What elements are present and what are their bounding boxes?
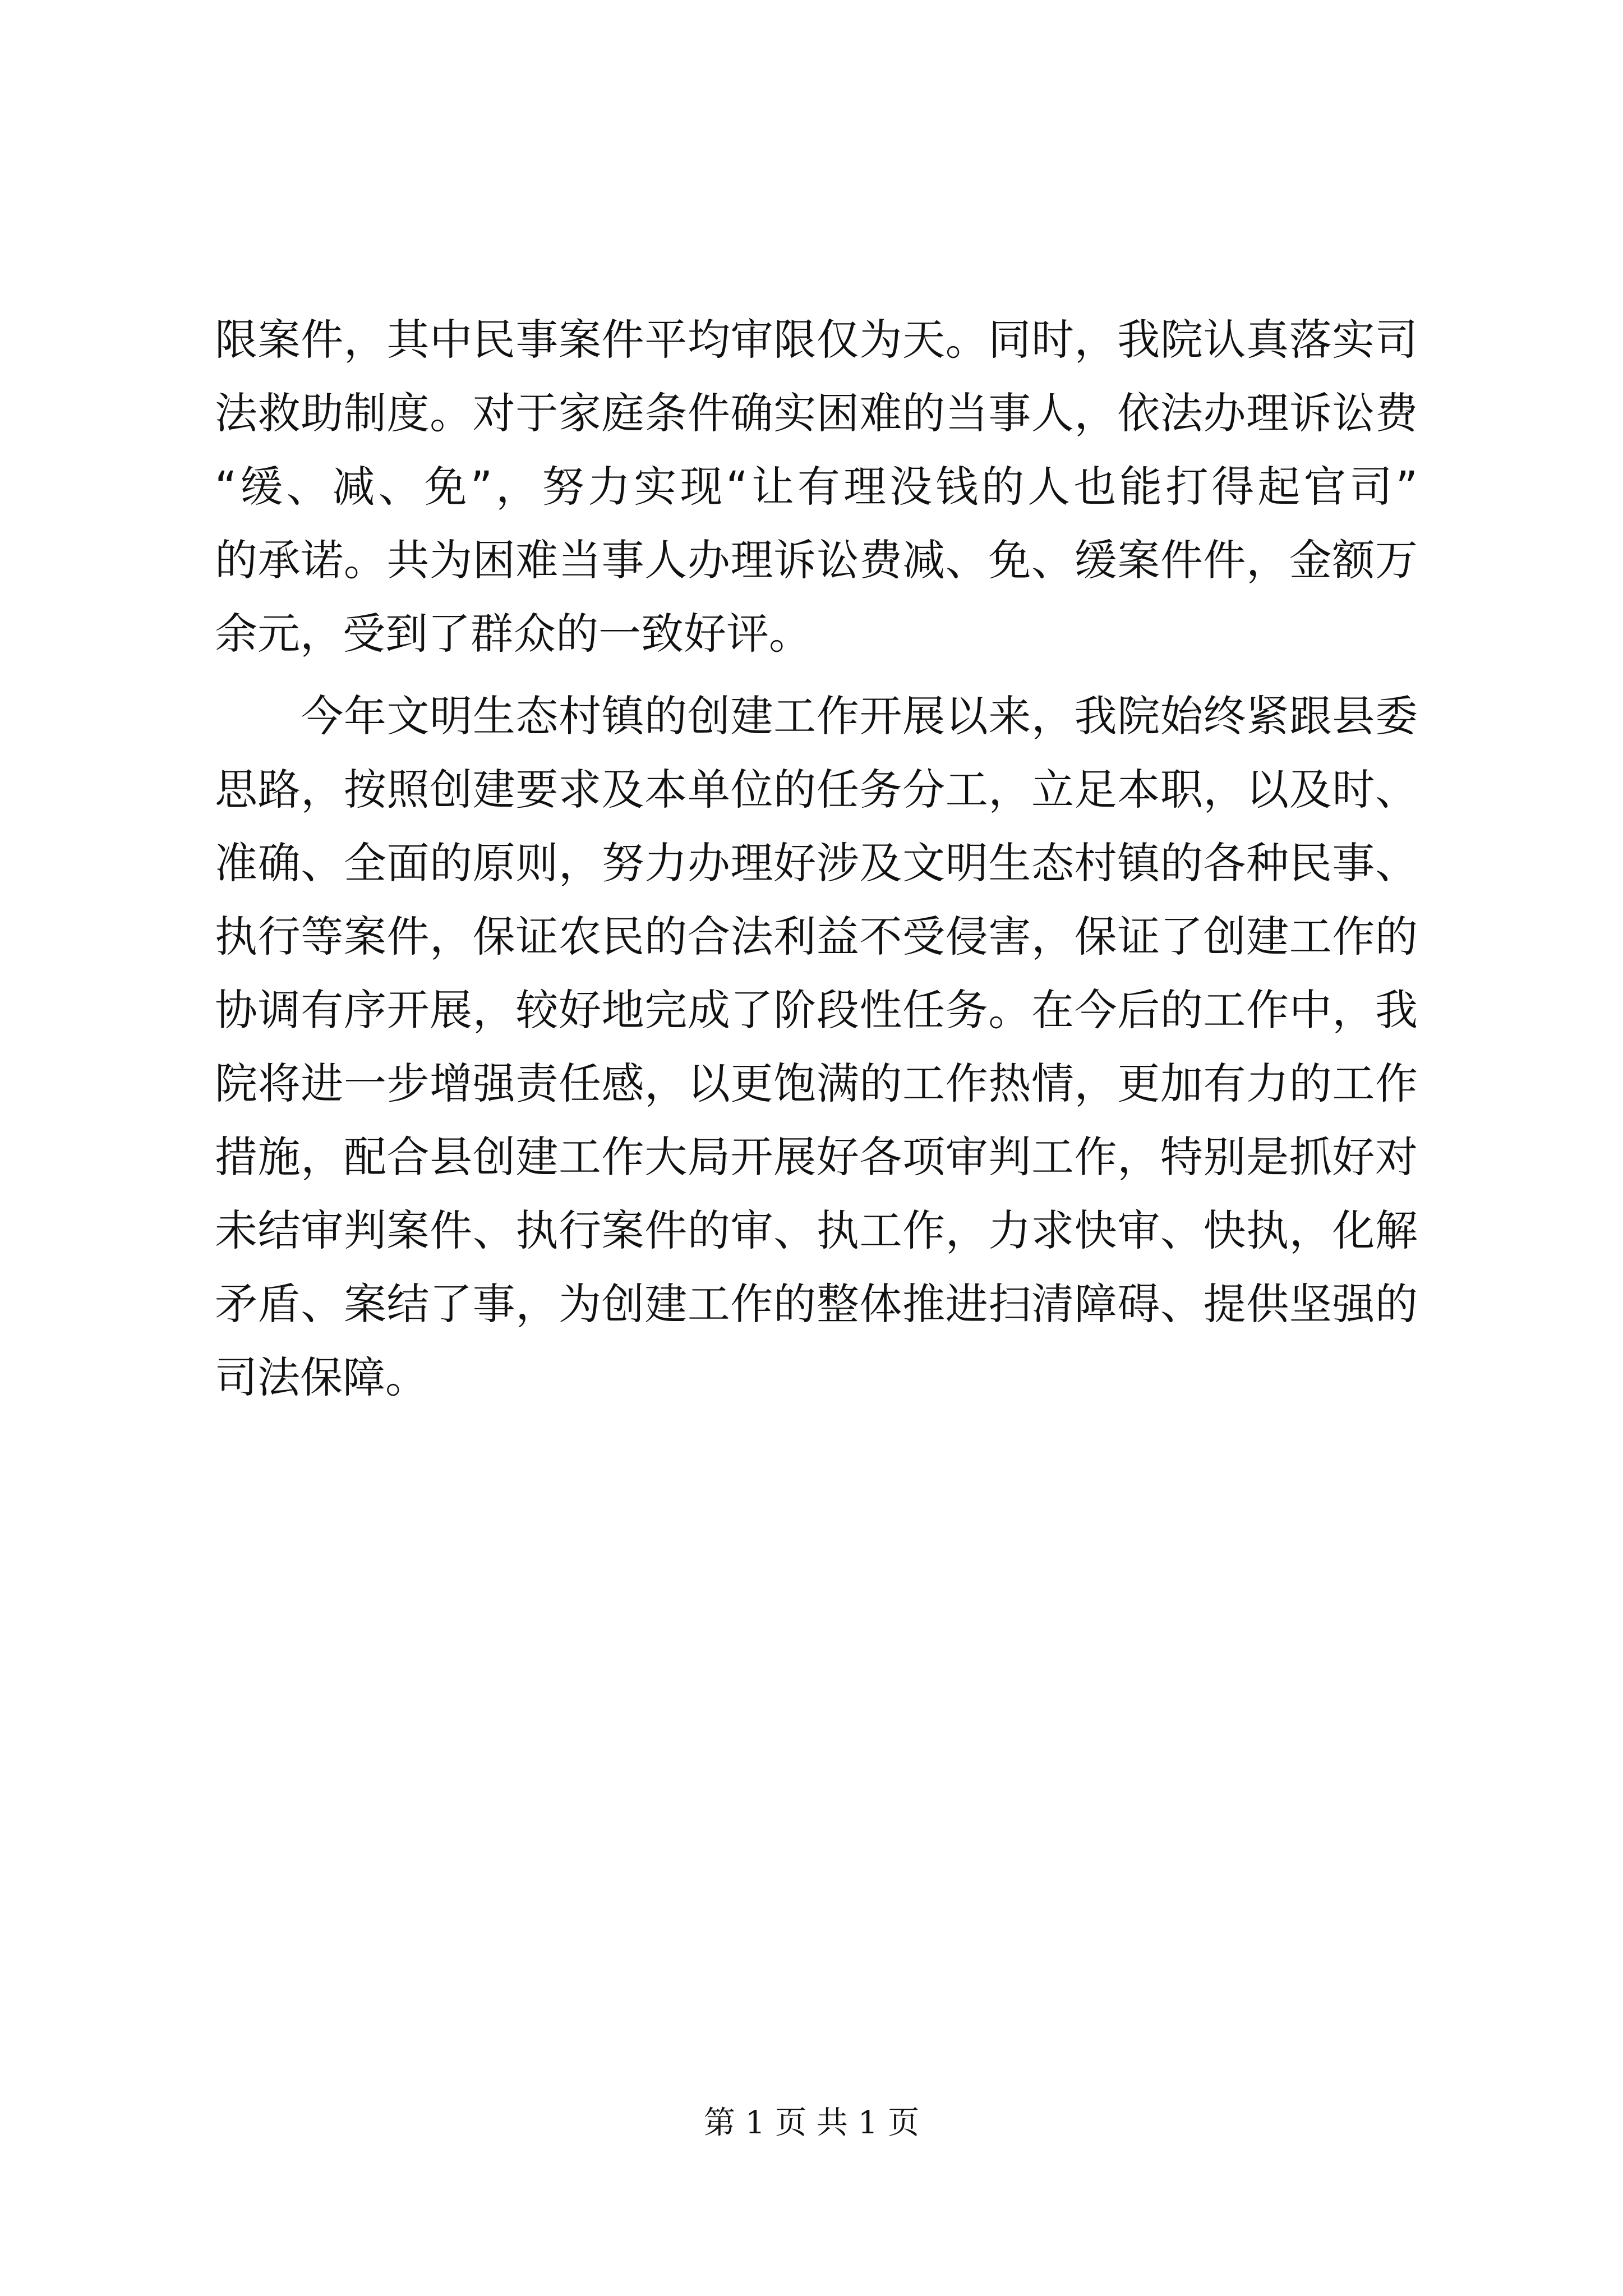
text-line: 司法保障。 [215, 1352, 428, 1402]
paragraph-2 [215, 679, 1418, 1414]
text-line: 法救助制度。对于家庭条件确实困难的当事人，依法办理诉讼费 [215, 388, 1418, 438]
text-line: 余元，受到了群众的一致好评。 [215, 609, 811, 659]
text-line: 准确、全面的原则，努力办理好涉及文明生态村镇的各种民事、 [215, 838, 1418, 888]
paragraph-1 [215, 303, 1418, 670]
text-line: 协调有序开展，较好地完成了阶段性任务。在今后的工作中，我 [215, 985, 1418, 1035]
text-line: 的承诺。共为困难当事人办理诉讼费减、免、缓案件件，金额万 [215, 535, 1418, 585]
text-line: 思路，按照创建要求及本单位的任务分工，立足本职，以及时、 [215, 765, 1418, 815]
text-line: 措施，配合县创建工作大局开展好各项审判工作，特别是抓好对 [215, 1132, 1418, 1182]
text-line: 矛盾、案结了事，为创建工作的整体推进扫清障碍、提供坚强的 [215, 1279, 1418, 1329]
page-number-label: 第 1 页 共 1 页 [703, 2105, 920, 2141]
paragraph-spacer [215, 670, 1418, 679]
text-line: 限案件，其中民事案件平均审限仅为天。同时，我院认真落实司 [215, 315, 1418, 365]
text-line: 未结审判案件、执行案件的审、执工作，力求快审、快执，化解 [215, 1205, 1418, 1255]
page-footer [0, 2101, 1623, 2146]
text-line: 今年文明生态村镇的创建工作开展以来，我院始终紧跟县委 [215, 691, 1418, 741]
text-line: 院将进一步增强责任感，以更饱满的工作热情，更加有力的工作 [215, 1059, 1418, 1108]
text-line: “缓、减、免”，努力实现“让有理没钱的人也能打得起官司” [215, 462, 1418, 512]
text-line: 执行等案件，保证农民的合法利益不受侵害，保证了创建工作的 [215, 912, 1418, 961]
document-body [215, 303, 1418, 1414]
